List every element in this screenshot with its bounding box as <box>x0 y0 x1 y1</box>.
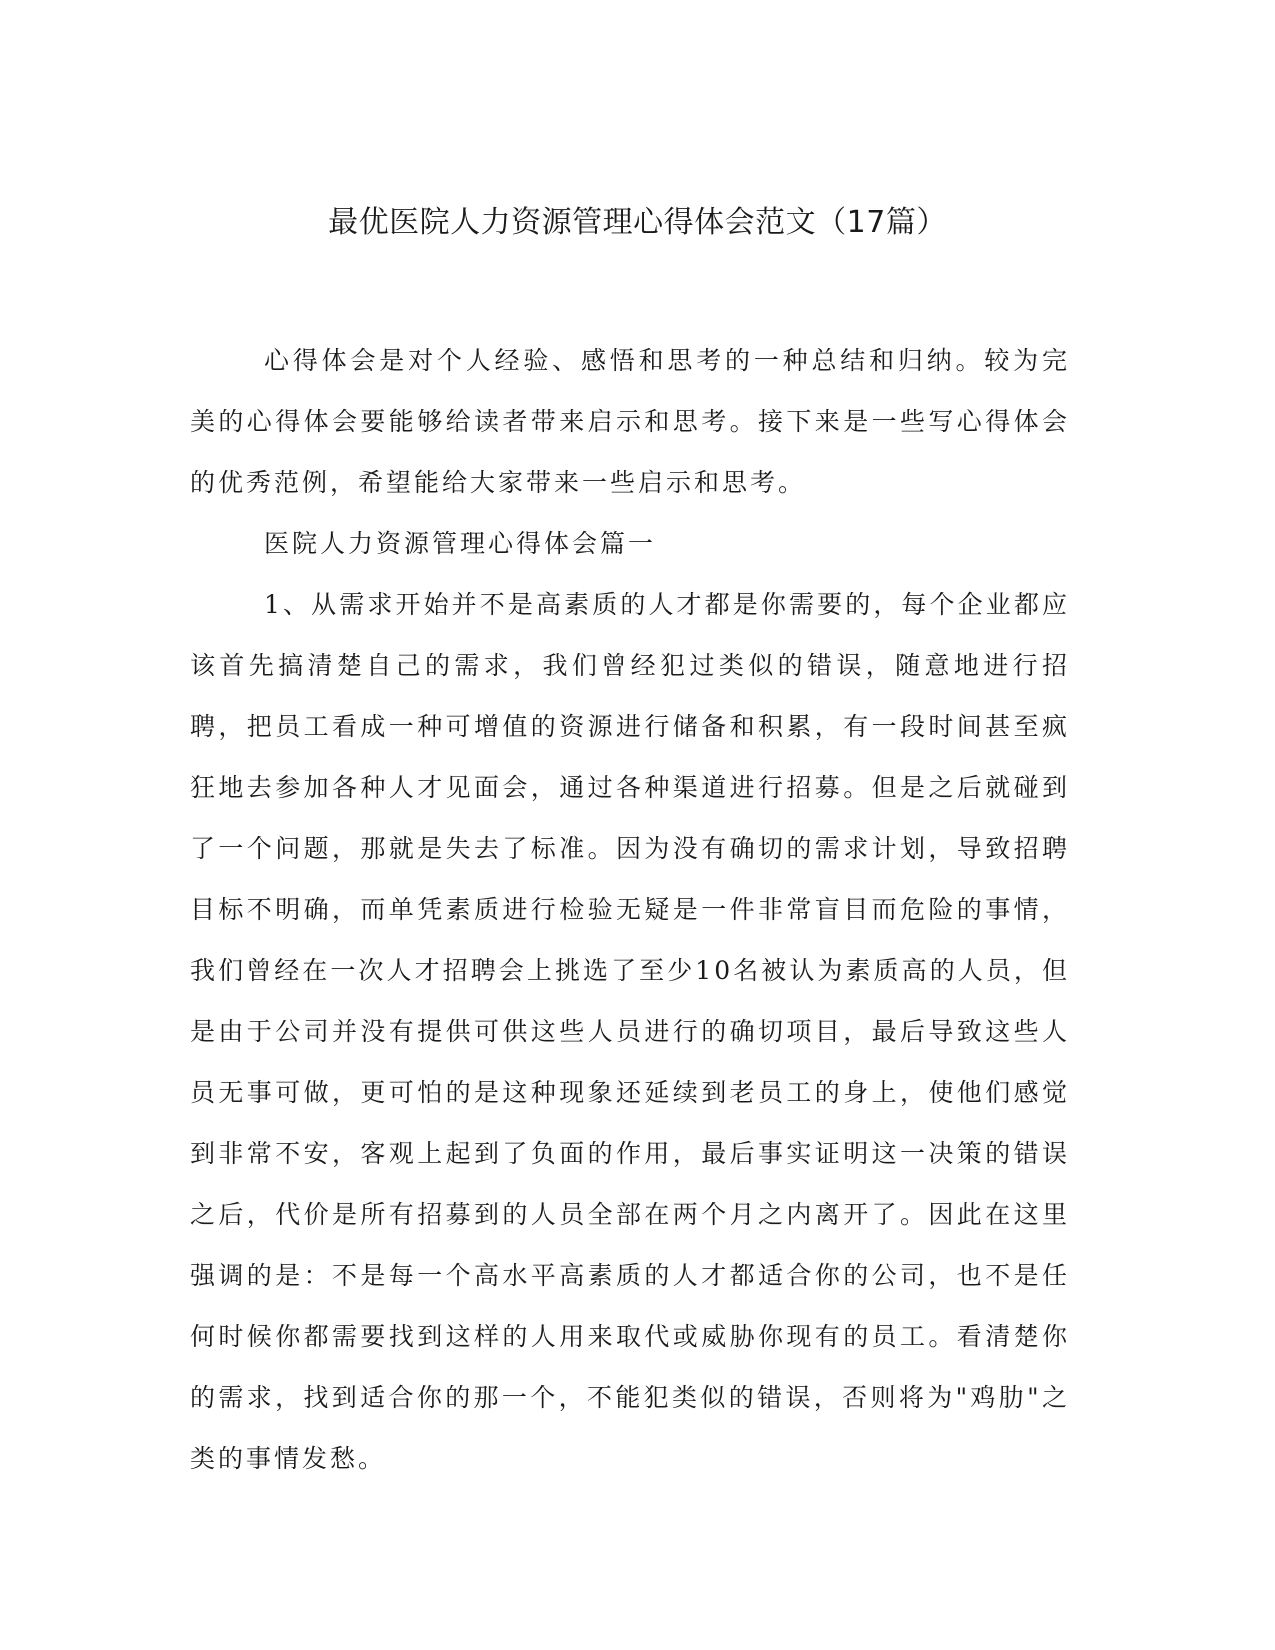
section-heading: 医院人力资源管理心得体会篇一 <box>264 529 657 558</box>
body-paragraph: 1、从需求开始并不是高素质的人才都是你需要的，每个企业都应该首先搞清楚自己的需求，我们曾经犯过类似的错误，随意地进行招聘，把员工看成一种可增值的资源进行储备和积累，有一段时间甚至疯狂地去参加各种人才见面会，通过各种渠道进行招募。但是之后就碰到了一个问题，那就是失去了标准。因为没有确切的需求计划，导致招聘目标不明确，而单凭素质进行检验无疑是一件非常盲目而危险的事情，我们曾经在一次人才招聘会上挑选了至少10名被认为素质高的人员，但是由于公司并没有提供可供这些人员进行的确切项目，最后导致这些人员无事可做，更可怕的是这种现象还延续到老员工的身上，使他们感觉到非常不安，客观上起到了负面的作用，最后事实证明这一决策的错误之后，代价是所有招募到的人员全部在两个月之内离开了。因此在这里强调的是：不是每一个高水平高素质的人才都适合你的公司，也不是任何时候你都需要找到这样的人用来取代或威胁你现有的员工。看清楚你的需求，找到适合你的那一个，不能犯类似的错误，否则将为"鸡肋"之类的事情发愁。 <box>190 590 1070 1473</box>
intro-paragraph: 心得体会是对个人经验、感悟和思考的一种总结和归纳。较为完美的心得体会要能够给读者带来启示和思考。接下来是一些写心得体会的优秀范例，希望能给大家带来一些启示和思考。 <box>190 346 1070 497</box>
document-body <box>190 330 1070 1489</box>
document-title: 最优医院人力资源管理心得体会范文（17篇） <box>328 205 947 240</box>
